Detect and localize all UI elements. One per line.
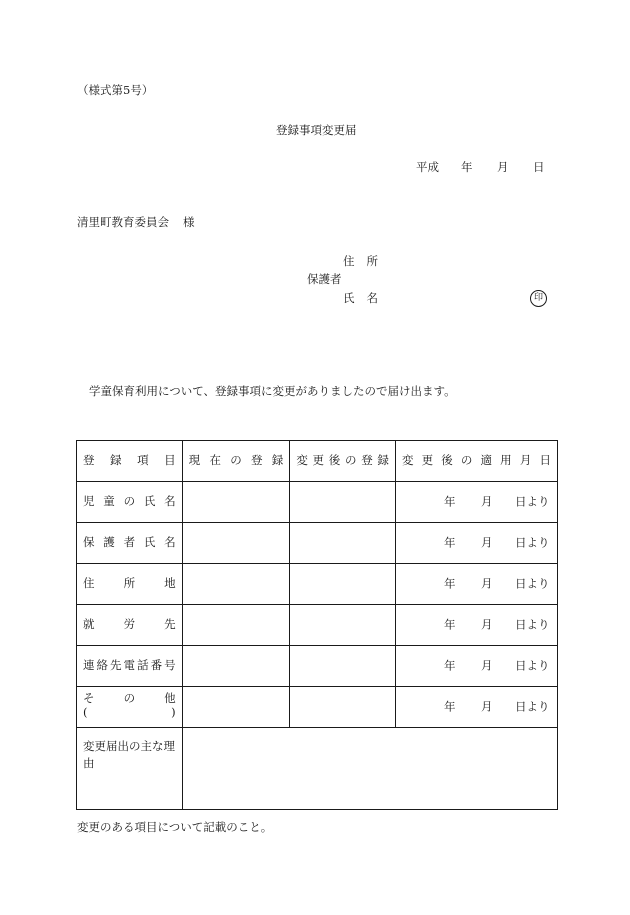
form-number: （様式第5号） [77,83,154,97]
date-month: 月 [497,160,509,174]
date-day-suffix: 日より [514,699,550,714]
label-char: 項 [137,453,149,468]
paren-open: ( [83,705,88,719]
footnote: 変更のある項目について記載のこと。 [77,820,273,834]
label-char: 号 [164,658,176,673]
label-char: 名 [164,494,176,509]
label-char: の [230,453,242,468]
label-text [83,578,176,590]
label-char: 変 [401,453,414,468]
date-month-suffix: 月 [480,658,493,673]
label-char: 日 [539,453,551,468]
new-value-cell[interactable] [290,687,396,728]
date-day: 日 [533,160,545,174]
header-cell [77,441,183,482]
label-char: 保 [83,535,95,550]
label-text [296,455,389,467]
effective-date-cell[interactable] [395,687,557,728]
label-char: 電 [123,658,136,673]
header-cell [290,441,396,482]
new-value-cell[interactable] [290,523,396,564]
current-value-cell[interactable] [182,523,290,564]
addressee-honorific: 様 [183,215,195,229]
document-title: 登録事項変更届 [276,123,357,137]
label-text [83,690,176,705]
paren-close: ) [171,705,176,719]
effective-date-cell[interactable] [395,564,557,605]
date-year-suffix: 年 [443,576,456,591]
label-char: 地 [164,576,176,591]
label-char: 後 [328,453,341,468]
table-row [77,646,558,687]
addressee [77,217,195,229]
label-char: 用 [500,453,512,468]
label-text [402,455,551,467]
label-char: 録 [377,453,389,468]
date-year: 年 [461,160,473,174]
new-value-cell[interactable] [290,564,396,605]
row-label [77,523,183,564]
label-char: 現 [188,453,201,468]
date-day-suffix: 日より [514,617,550,632]
label-text [83,537,176,549]
date-day-suffix: 日より [514,576,550,591]
date-month-suffix: 月 [480,617,493,632]
effective-date-cell[interactable] [395,646,557,687]
table-row [77,687,558,728]
header-cell [182,441,290,482]
effective-date-cell[interactable] [395,482,557,523]
header-cell [395,441,557,482]
label-char: 童 [103,494,115,509]
label-char: 登 [361,453,373,468]
label-char: 児 [83,494,95,509]
date-day-suffix: 日より [514,535,550,550]
label-char: 連 [83,658,95,673]
row-label [77,646,183,687]
label-char: の [123,690,136,705]
date-year-suffix: 年 [443,535,456,550]
label-char: 番 [150,658,163,673]
label-char: 氏 [143,494,156,509]
label-char: 登 [83,453,95,468]
label-char: 先 [164,617,176,632]
effective-date-cell[interactable] [395,523,557,564]
registration-table [76,440,558,810]
label-char: 在 [209,453,221,468]
label-text [83,455,176,467]
label-char: 名 [164,535,176,550]
label-char: そ [83,690,95,705]
label-char: 絡 [96,658,109,673]
label-text [83,496,176,508]
label-char: の [123,494,136,509]
row-label-other [77,687,183,728]
date-year-suffix: 年 [443,699,456,714]
label-char: 変 [296,453,308,468]
date-month-suffix: 月 [480,494,493,509]
name-label: 氏名 [343,291,390,305]
current-value-cell[interactable] [182,564,290,605]
addressee-name: 清里町教育委員会 [77,215,169,229]
effective-date-cell[interactable] [395,605,557,646]
date-era: 平成 [416,160,439,174]
table-row [77,523,558,564]
other-parentheses [83,707,176,719]
label-char: 他 [164,690,176,705]
row-label [77,564,183,605]
label-char: 録 [271,453,284,468]
label-char: 氏 [143,535,156,550]
label-char: 住 [83,576,95,591]
date-month-suffix: 月 [480,699,493,714]
label-char: 護 [103,535,115,550]
current-value-cell[interactable] [182,605,290,646]
label-char: 話 [137,658,149,673]
label-char: 後 [441,453,453,468]
address-label: 住所 [343,254,390,268]
label-char: 先 [110,658,122,673]
row-label [77,482,183,523]
label-char: 更 [421,453,434,468]
current-value-cell[interactable] [182,687,290,728]
reason-row [77,728,558,810]
statement: 学童保育利用について、登録事項に変更がありましたので届け出ます。 [89,384,456,398]
header-row [77,441,558,482]
date-year-suffix: 年 [443,658,456,673]
current-value-cell[interactable] [182,646,290,687]
label-char: 所 [123,576,136,591]
current-value-cell[interactable] [182,482,290,523]
label-char: 更 [312,453,325,468]
label-text [189,455,284,467]
table-row [77,482,558,523]
new-value-cell[interactable] [290,482,396,523]
new-value-cell[interactable] [290,605,396,646]
reason-label-text: 変更届出の主な理由 [83,739,175,770]
label-char: 労 [123,617,136,632]
label-char: 者 [123,535,136,550]
date-year-suffix: 年 [443,617,456,632]
label-char: 登 [251,453,263,468]
label-char: 適 [480,453,493,468]
date-month-suffix: 月 [480,576,493,591]
date-day-suffix: 日より [514,658,550,673]
seal-mark: 印 [530,290,547,307]
reason-label [77,728,183,810]
label-char: 就 [83,617,95,632]
label-char: 録 [110,453,122,468]
label-char: 月 [519,453,532,468]
new-value-cell[interactable] [290,646,396,687]
date-day-suffix: 日より [514,494,550,509]
label-text [83,619,176,631]
label-char: の [344,453,357,468]
label-char: の [460,453,473,468]
label-text [83,660,176,672]
label-char: 目 [164,453,176,468]
reason-input-cell[interactable] [182,728,557,810]
date-year-suffix: 年 [443,494,456,509]
guardian-label: 保護者 [307,272,342,286]
row-label [77,605,183,646]
table-row [77,564,558,605]
date-month-suffix: 月 [480,535,493,550]
table-row [77,605,558,646]
